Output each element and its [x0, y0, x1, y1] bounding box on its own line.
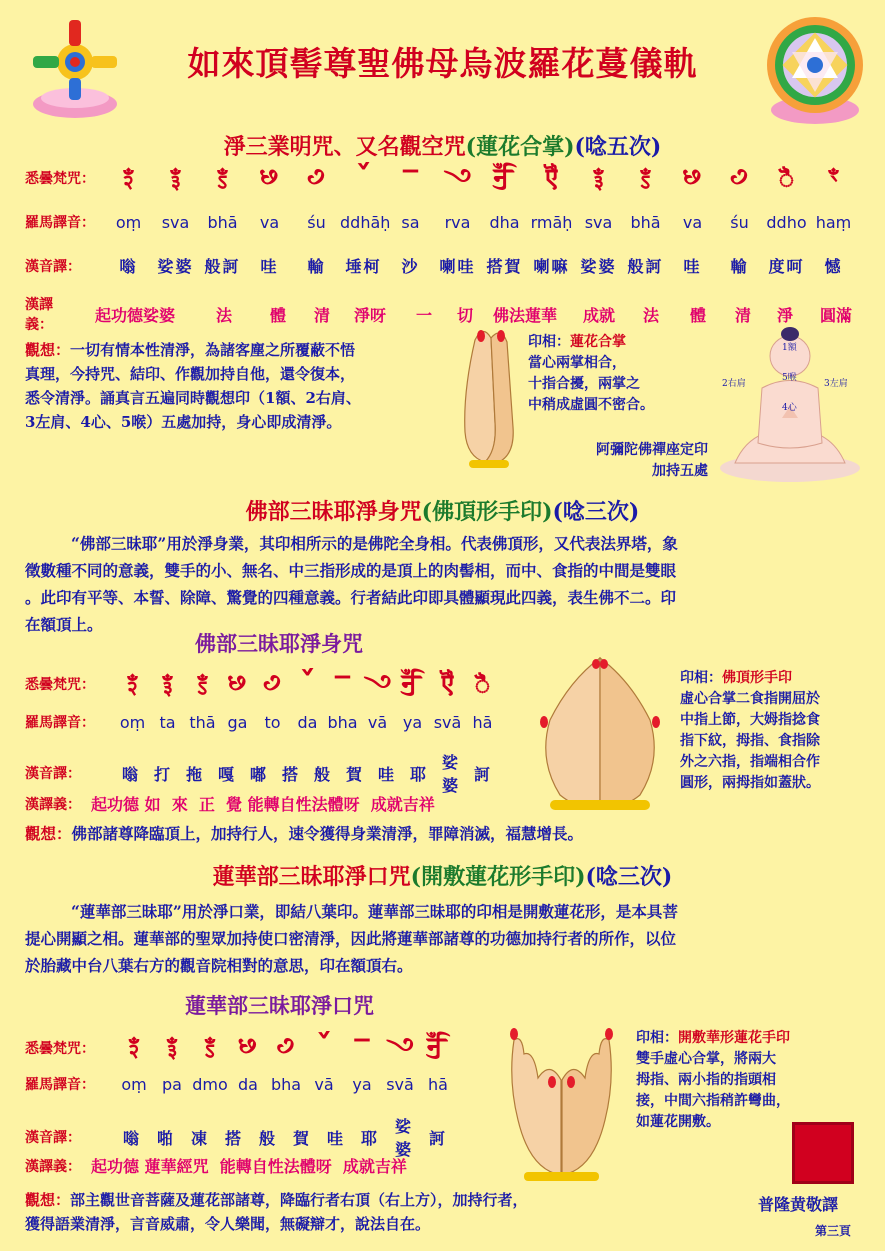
hanyi-word: 淨呀: [353, 305, 386, 325]
guanxiang-line: 一切有情本性清淨，為諸客塵之所覆蔽不悟: [70, 341, 356, 359]
syllable: va: [682, 212, 703, 232]
syllable: haṃ: [815, 212, 852, 232]
syllable: 拖: [185, 764, 204, 784]
siddham-glyphs: [115, 666, 500, 702]
syllable: vā: [314, 1074, 334, 1094]
syllable: 耶: [360, 1128, 379, 1148]
buddha-point-right-shoulder: 2右肩: [722, 379, 746, 389]
hanyi-word: 清: [313, 305, 330, 325]
syllable: 打: [153, 764, 172, 784]
siddham-glyph: ꣻ: [333, 668, 352, 699]
syllable: oṃ: [119, 712, 146, 732]
roman-label: 羅馬譯音：: [25, 215, 95, 231]
mudra-name: 佛頂形手印: [722, 670, 792, 686]
hanyi-words: 起功德 蓮華經咒 能轉自性法體呀 成就吉祥: [91, 1157, 407, 1176]
syllable: 賀: [292, 1128, 311, 1148]
section2-siddham-row: [25, 666, 535, 702]
siddham-glyphs: [105, 160, 857, 196]
mudra-desc-line: 外之六指，指端相合作: [680, 754, 820, 770]
hanyi-word: 體: [689, 305, 706, 325]
section1-heading: [0, 130, 885, 161]
section2-count: (唸三次): [552, 499, 640, 525]
syllable: 耶: [409, 764, 428, 784]
siddham-glyph: ꣾ: [441, 668, 454, 699]
siddham-glyph: ꣷ: [197, 668, 208, 699]
intro-line: 。此印有平等、本誓、除障、驚覺的四種意義。行者結此印即具體顯現此四義，表生佛不二。印: [25, 588, 677, 607]
siddham-glyph: ꣳ: [828, 162, 839, 193]
syllable: 訶: [473, 764, 492, 784]
guanxiang-line: 悉令清淨。誦真言五遍同時觀想印（1額、2右肩、: [25, 389, 361, 407]
section2-heading: [0, 495, 885, 526]
section1-mudra: (蓮花合掌): [465, 134, 575, 160]
section2-intro: [25, 530, 865, 638]
syllable: pa: [162, 1074, 182, 1094]
syllable: ddhāḥ: [340, 212, 391, 232]
section1-siddham-row: [25, 160, 865, 196]
guanxiang-line: 真理，今持咒、結印、作觀加持自他，還令復本，: [25, 365, 356, 383]
section3-roman-row: [25, 1074, 505, 1094]
roman-label: 羅馬譯音：: [25, 715, 95, 731]
siddham-glyph: ꣽ: [400, 668, 425, 699]
buddha-point-heart: 4心: [782, 403, 797, 413]
syllable: 凍: [190, 1128, 209, 1148]
guanxiang-label: 觀想：: [25, 341, 71, 359]
syllable: 般: [313, 764, 332, 784]
syllable: 哇: [260, 257, 279, 276]
siddham-glyph: ꣷ: [640, 162, 651, 193]
siddham-glyph: ꣹: [308, 162, 325, 193]
syllable: oṃ: [115, 212, 142, 232]
translator-credit: 普隆黄敬譯: [758, 1195, 839, 1214]
siddham-glyph: ꣽ: [492, 162, 517, 193]
section3-mudra-note: [636, 1028, 836, 1133]
section3-heading-text: 蓮華部三昧耶淨口咒: [212, 864, 411, 890]
section2-mudra: (佛頂形手印): [421, 499, 553, 525]
section3-mudra: (開敷蓮花形手印): [410, 864, 586, 890]
section3-count: (唸三次): [585, 864, 673, 890]
syllable: 娑婆: [580, 257, 617, 276]
mudra-label: 印相：: [636, 1030, 678, 1046]
section3-guanxiang: [25, 1188, 725, 1236]
hanyi-word: 法: [215, 305, 232, 325]
hanyi-label: 漢譯義：: [25, 796, 81, 813]
hanyin-label: 漢音譯：: [25, 1130, 81, 1146]
intro-line: 於胎藏中台八葉右方的觀音院相對的意思，印在額頂右。: [25, 956, 413, 975]
syllable: 娑婆: [441, 753, 460, 795]
intro-line: 徵數種不同的意義，雙手的小、無名、中三指形成的是頂上的肉髻相，而中、食指的中間是雙眼: [25, 561, 677, 580]
section2-hanyi-row: [25, 792, 535, 815]
siddham-glyph: ꣹: [264, 668, 281, 699]
section2-heading-text: 佛部三昧耶淨身咒: [245, 499, 422, 525]
syllable: 輸: [730, 257, 749, 276]
mudra-label: 印相：: [680, 670, 722, 686]
syllable: bha: [270, 1074, 302, 1094]
syllable: hā: [472, 712, 493, 732]
lotus-palms-mudra-icon: [455, 322, 525, 472]
siddham-glyph: ꣸: [238, 1032, 258, 1062]
syllable: svā: [386, 1074, 414, 1094]
syllable: 嗡: [119, 257, 138, 276]
mudra-desc-line: 指下紋，拇指、食指除: [680, 733, 820, 749]
syllable: sva: [584, 212, 613, 232]
mudra-name: 蓮花合掌: [570, 334, 626, 350]
page-title: 如來頂髻尊聖佛母烏波羅花蔓儀軌: [187, 44, 698, 83]
siddham-glyph: ꣸: [260, 162, 279, 193]
syllable: śu: [307, 212, 326, 232]
siddham-glyph: ꣷ: [205, 1032, 215, 1062]
syllable: 嗡: [121, 764, 140, 784]
syllable: 搭: [224, 1128, 243, 1148]
intro-line: “佛部三昧耶”用於淨身業，其印相所示的是佛陀全身相。代表佛頂形，又代表法界塔，象: [71, 534, 678, 553]
syllable: 嘎: [217, 764, 236, 784]
mudra-desc-line: 圓形，兩拇指如蓋狀。: [680, 775, 820, 791]
section3-intro: [25, 898, 865, 979]
syllable: bhā: [630, 212, 661, 232]
section1-count: (唸五次): [574, 134, 662, 160]
syllable: ya: [402, 712, 423, 732]
syllable: vā: [367, 712, 388, 732]
siddham-glyph: ꣶ: [162, 668, 173, 699]
syllable: 娑婆: [157, 257, 194, 276]
syllable: 度呵: [768, 257, 805, 276]
mudra-desc-line: 虛心合掌二食指開屈於: [680, 691, 820, 707]
intro-line: “蓮華部三昧耶”用於淨口業，即結八葉印。蓮華部三昧耶的印相是開敷蓮花形，是本具菩: [71, 902, 678, 921]
hanyi-word: 淨: [776, 305, 793, 325]
section1-guanxiang: [25, 338, 455, 434]
section2-mudra-note: [680, 668, 870, 794]
siddham-label: 悉曇梵咒：: [25, 677, 95, 693]
syllable: bhā: [207, 212, 238, 232]
section1-heading-text: 淨三業明咒、又名觀空咒: [223, 134, 466, 160]
mudra-desc-line: 拇指、兩小指的指頭相: [636, 1072, 776, 1088]
syllable: to: [264, 712, 281, 732]
hanyi-word: 起功德娑婆: [94, 305, 175, 325]
syllable: 賀: [345, 764, 364, 784]
roman-syllables: [115, 1075, 457, 1094]
mudra-desc-line: 中稍成虛圓不密合。: [528, 397, 654, 413]
seated-buddha-figure: [710, 318, 870, 488]
section2-subheading: 佛部三昧耶淨身咒: [195, 631, 363, 656]
hanyi-word: 一: [415, 305, 432, 325]
syllable: 啪: [156, 1128, 175, 1148]
section3-hanyi-row: [25, 1154, 505, 1177]
siddham-glyph: ꣵ: [127, 668, 138, 699]
hanyi-word: 清: [734, 305, 751, 325]
syllable: 般: [258, 1128, 277, 1148]
guanxiang-line: 3左肩、4心、5喉）五處加持，身心即成清淨。: [25, 413, 342, 431]
siddham-glyph: ꣵ: [123, 162, 134, 193]
siddham-label: 悉曇梵咒：: [25, 171, 95, 187]
siddham-glyph: ꣹: [277, 1032, 295, 1062]
syllable: 般訶: [627, 257, 664, 276]
buddha-point-forehead: 1額: [782, 343, 797, 353]
siddham-glyph: ꣻ: [401, 162, 420, 193]
siddham-glyph: ꣵ: [129, 1032, 139, 1062]
syllable: ddho: [766, 212, 807, 232]
section1-roman-row: [25, 212, 865, 232]
section2-hanyin-row: [25, 750, 535, 796]
roman-syllables: [105, 213, 857, 232]
hanyi-word: 切: [456, 305, 473, 325]
syllable: ta: [159, 712, 176, 732]
mudra-desc-line: 十指合擾，兩掌之: [528, 376, 640, 392]
syllable: sva: [161, 212, 190, 232]
syllable: 喇嘛: [533, 257, 570, 276]
syllable: 搭賀: [486, 257, 523, 276]
syllable: sa: [401, 212, 420, 232]
siddham-glyph: ꣶ: [167, 1032, 177, 1062]
siddham-glyph: ꣼: [443, 162, 472, 193]
mudra-desc-line: 中指上節，大姆指捻食: [680, 712, 820, 728]
syllable: 娑婆: [394, 1117, 413, 1159]
syllable: dmo: [192, 1074, 228, 1094]
syllable: dha: [489, 212, 520, 232]
syllable: bha: [327, 712, 358, 732]
buddha-point-left-shoulder: 3左肩: [824, 379, 848, 389]
syllable: 嗡: [122, 1128, 141, 1148]
siddham-glyph: ꣷ: [217, 162, 228, 193]
syllable: 哇: [377, 764, 396, 784]
siddham-glyph: ꣹: [731, 162, 748, 193]
siddham-glyph: ꣻ: [352, 1032, 372, 1062]
siddham-label: 悉曇梵咒：: [25, 1040, 95, 1057]
syllable: da: [238, 1074, 258, 1094]
siddham-glyph: ꣶ: [593, 162, 604, 193]
open-lotus-mudra-icon: [494, 1020, 629, 1185]
hanyi-label: 漢譯義：: [25, 1158, 81, 1175]
syllable: ya: [352, 1074, 372, 1094]
section1-mudra-note: [528, 332, 698, 416]
syllable: rmāḥ: [530, 212, 573, 232]
siddham-glyph: [305, 1032, 343, 1063]
syllable: hā: [428, 1074, 448, 1094]
siddham-glyph: ꣶ: [170, 162, 181, 193]
syllable: rva: [444, 212, 471, 232]
intro-line: 提心開顯之相。蓮華部的聖眾加持使口密清淨，因此將蓮華部諸尊的功德加持行者的所作，以位: [25, 929, 677, 948]
siddham-glyph: [290, 669, 325, 700]
section2-guanxiang: [25, 820, 865, 847]
mudra-name: 開敷華形蓮花手印: [678, 1030, 790, 1046]
mudra-desc-line: 雙手虛心合掌，將兩大: [636, 1051, 776, 1067]
roman-syllables: [115, 713, 500, 732]
mudra-desc-line: 如蓮花開敷。: [636, 1114, 720, 1130]
syllable: 般訶: [204, 257, 241, 276]
siddham-glyph: ꣼: [386, 1032, 414, 1062]
guanxiang-label: 觀想：: [25, 1191, 71, 1209]
section3-siddham-row: [25, 1032, 505, 1063]
hanyi-word: 體: [269, 305, 286, 325]
syllable: svā: [433, 712, 462, 732]
syllable: 哇: [683, 257, 702, 276]
buddha-caption-line: 加持五處: [652, 463, 708, 479]
syllable: 憾: [824, 257, 843, 276]
mudra-desc-line: 當心兩掌相合，: [528, 355, 626, 371]
siddham-glyph: [340, 163, 387, 194]
hanyi-word: 法: [642, 305, 659, 325]
siddham-glyph: ꣸: [683, 162, 702, 193]
roman-label: 羅馬譯音：: [25, 1077, 95, 1093]
syllable: 訶: [428, 1128, 447, 1148]
guanxiang-line: 獲得語業清淨，言音威肅，令人樂聞，無礙辯才，說法自在。: [25, 1215, 431, 1233]
syllable: 搭: [281, 764, 300, 784]
red-seal-stamp: [792, 1122, 854, 1184]
syllable: da: [297, 712, 318, 732]
syllable: 哇: [326, 1128, 345, 1148]
hanyi-word: 圓滿: [819, 305, 852, 325]
guanxiang-line: 部主觀世音菩薩及蓮花部諸尊，降臨行者右頂（右上方），加持行者，: [70, 1191, 528, 1209]
hanyin-label: 漢音譯：: [25, 258, 81, 275]
section3-subheading: 蓮華部三昧耶淨口咒: [185, 993, 374, 1018]
guanxiang-text: 佛部諸尊降臨頂上，加持行人，速令獲得身業清淨，罪障消滅，福慧增長。: [71, 824, 584, 843]
section1-hanyin-row: [25, 254, 865, 277]
siddham-glyph: ꣾ: [545, 162, 558, 193]
syllable: śu: [730, 212, 749, 232]
syllable: 輸: [307, 257, 326, 276]
buddha-caption: [548, 440, 708, 482]
section3-heading: [0, 860, 885, 891]
section2-roman-row: [25, 712, 535, 732]
syllable: 埵柯: [345, 257, 382, 276]
syllable: 嘟: [249, 764, 268, 784]
intro-line: 在額頂上。: [25, 615, 103, 634]
buddha-caption-line: 阿彌陀佛禪座定印: [596, 442, 708, 458]
syllable: ga: [227, 712, 248, 732]
buddha-point-throat: 5喉: [782, 373, 797, 383]
siddham-glyph: ꣿ: [778, 165, 795, 195]
syllable: thā: [189, 712, 216, 732]
guanxiang-label: 觀想：: [25, 824, 72, 843]
syllable: va: [259, 212, 280, 232]
siddham-glyph: ꣼: [363, 668, 392, 699]
hanyi-word: 成就: [582, 305, 615, 325]
siddham-glyph: ꣽ: [425, 1032, 451, 1062]
syllable: 沙: [401, 257, 420, 276]
buddha-crown-mudra-icon: [530, 650, 670, 820]
hanyi-words: 起功德 如 來 正 覺 能轉自性法體呀 成就吉祥: [91, 795, 435, 814]
siddham-glyph: ꣸: [228, 668, 247, 699]
hanyin-label: 漢音譯：: [25, 766, 81, 782]
syllable: oṃ: [121, 1074, 147, 1094]
hanyin-syllables: [115, 750, 499, 796]
page-number: 第三頁: [815, 1224, 852, 1238]
mudra-desc-line: 接，中間六指稍許彎曲，: [636, 1093, 790, 1109]
syllable: 喇哇: [439, 257, 476, 276]
siddham-glyphs: [115, 1032, 457, 1063]
hanyin-syllables: [105, 254, 857, 277]
hanyi-label: 漢譯義：: [25, 297, 53, 333]
hanyi-word: 佛法蓮華: [492, 305, 557, 325]
siddham-glyph: ꣿ: [474, 671, 491, 701]
mudra-label: 印相：: [528, 334, 570, 350]
